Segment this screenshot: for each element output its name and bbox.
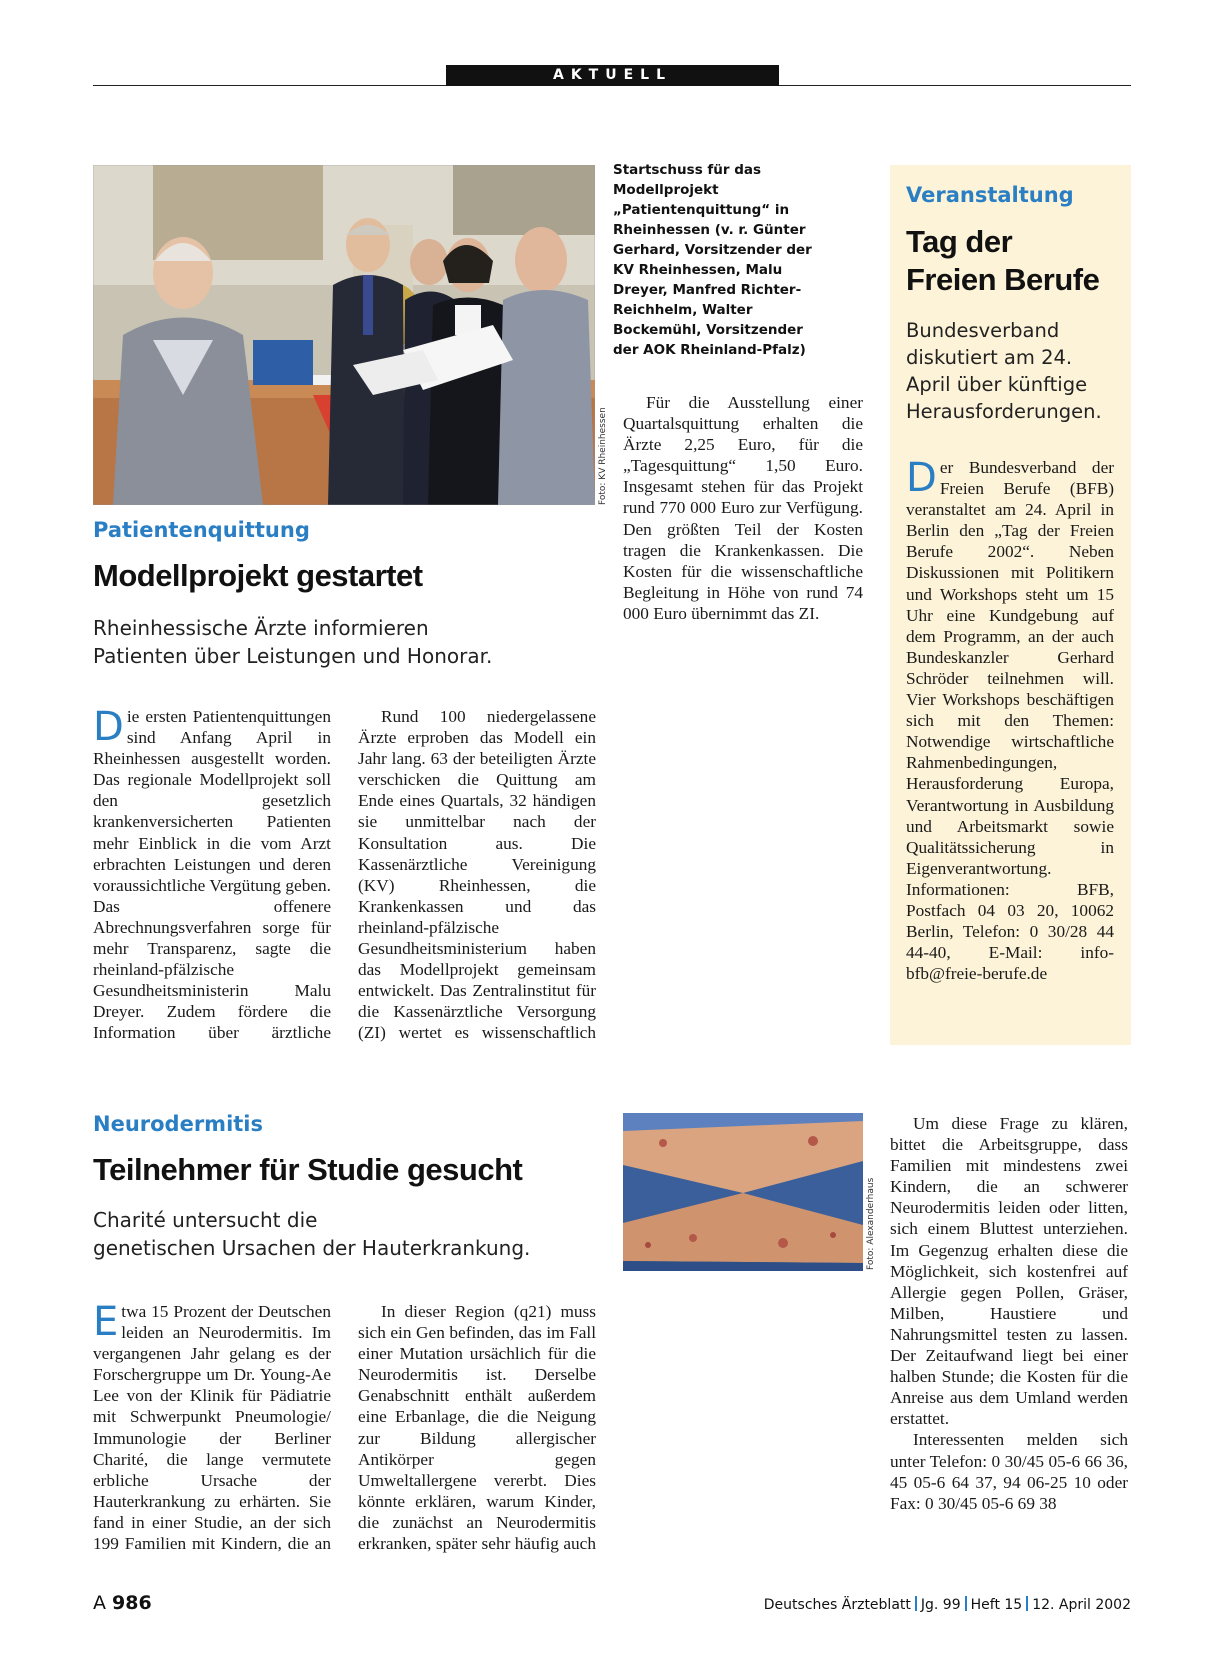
sidebar-body: [906, 457, 1114, 984]
photo-skin-image: [623, 1113, 863, 1271]
body-text: twa 15 Prozent der Deutschen leiden an Neurodermitis. Im vergangenen Jahr gelang es der Forschergruppe um Dr. Young-Ae Lee von der Klinik für Pädiatrie mit Schwerpunkt Pneumologie/ Immunologie der Berliner Charité, die lange vermutete erbliche Ursache der Hauterkrankung zu erhärten. Sie fand in einer Studie, an der sich 199 Familien mit Kindern, die an: [93, 1302, 331, 1553]
body-text: Rund 100 niedergelassene Ärzte erproben das Modell ein Jahr lang. 63 der beteiligten Ärzte verschicken die Quittung am Ende eines Quartals, 32 händigen sie unmittelbar nach der Konsultation aus. Die Kassenärztliche Vereinigung (KV) Rheinhessen, die Krankenkassen und das rheinland-pfälzische Gesundheitsministerium haben das Modellprojekt gemeinsam entwickelt. Das Zentralinstitut für die Kassenärztliche Versorgung (ZI) wertet es wissenschaftlich: [358, 707, 596, 1043]
journal-volume: Jg. 99: [920, 1597, 961, 1613]
kicker-patientenquittung: Patientenquittung: [93, 518, 310, 542]
separator: [965, 1596, 967, 1611]
page-prefix: A: [93, 1592, 106, 1614]
article2-column-3: [623, 1280, 863, 1553]
body-text: er Bundesverband der Freien Berufe (BFB) veranstaltet am 24. April in Berlin den „Tag der Freien Berufe 2002“. Neben Diskussionen mit Politikern und Workshops steht um 15 Uhr eine Kundgebung auf dem Programm, an der auch Bundeskanzler Gerhard Schröder teilnehmen will. Vier Workshops beschäftigen sich mit den Themen: Notwendige wirtschaftliche Rahmenbedingungen, Herausforderung Europa, Verantwortung in Ausbildung und Arbeitsmarkt sowie Qualitätssicherung in Eigenverantwortung. Informationen: BFB, Postfach 04 03 20, 10062 Berlin, Telefon: 0 30/28 44 44-40, E-Mail: info-bfb@freie-berufe.de: [906, 458, 1114, 984]
separator: [915, 1596, 917, 1611]
page-number-value: 986: [112, 1592, 152, 1614]
standfirst-line: genetischen Ursachen der Hauterkrankung.: [93, 1236, 531, 1260]
photo-group-image: [93, 165, 595, 505]
journal-info: [764, 1596, 1131, 1613]
article2-column-4: [890, 1113, 1128, 1553]
body-text: ie ersten Patientenquittungen sind Anfang April in Rheinhessen ausgestellt worden. Das regionale Modellprojekt soll den gesetzlich krankenversicherten Patienten mehr Einblick in die vom Arzt erbrachten Leistungen und deren voraussichtliche Vergütung geben. Das offenere Abrechnungsverfahren sorge für mehr Transparenz, sagte die rheinland-pfälzische Gesundheitsministerin Malu Dreyer. Zudem fördere die Information über ärztliche: [93, 707, 331, 1043]
article2-column-1: [93, 1301, 331, 1553]
article1-column-1: [93, 706, 331, 1044]
dropcap: E: [93, 1301, 119, 1345]
separator: [1026, 1596, 1028, 1611]
standfirst-line: Rheinhessische Ärzte informieren: [93, 616, 429, 640]
sidebar-veranstaltung: [890, 165, 1131, 1045]
sidebar-headline: [906, 223, 1099, 299]
dropcap: D: [906, 455, 937, 501]
body-text: In dieser Region (q21) muss sich ein Gen befinden, das im Fall einer Mutation ursächlich für die Neurodermitis ist. Derselbe Genabschnitt enthält außerdem eine Erbanlage, die die Neigung zur Bildung allergischer Antikörper gegen Umweltallergene vererbt. Dies könnte erklären, warum Kinder, die zunächst an Neurodermitis erkranken, später sehr häufig auch: [358, 1302, 596, 1553]
photo-caption: Startschuss für das Modellprojekt „Patientenquittung“ in Rheinhessen (v. r. Günter Gerhard, Vorsitzender der KV Rheinhessen, Malu Dreyer, Manfred Richter-Reichhelm, Walter Bockemühl, Vorsitzender der AOK Rheinland-Pfalz): [613, 162, 812, 358]
journal-issue: Heft 15: [970, 1597, 1023, 1613]
photo-credit-1: Foto: KV Rheinhessen: [598, 407, 608, 505]
headline-line: Tag der: [906, 224, 1013, 259]
sidebar-kicker: Veranstaltung: [906, 183, 1074, 207]
standfirst-article2: [93, 1206, 593, 1262]
journal-date: 12. April 2002: [1032, 1597, 1131, 1613]
journal-name: Deutsches Ärzteblatt: [763, 1597, 911, 1613]
article-photo-patientenquittung: [93, 165, 595, 505]
article2-column-2: [358, 1301, 596, 1553]
article-photo-neurodermitis: [623, 1113, 863, 1271]
article1-column-2: [358, 706, 596, 1044]
standfirst-line: Patienten über Leistungen und Honorar.: [93, 644, 493, 668]
body-text: Interessenten melden sich unter Telefon: 0 30/45 05-6 66 36, 45 05-6 64 37, 94 06-25 10 oder Fax: 0 30/45 05-6 69 38: [890, 1430, 1128, 1513]
headline-teilnehmer: Teilnehmer für Studie gesucht: [93, 1152, 523, 1187]
body-text: Für die Ausstellung einer Quartalsquittung erhalten die Ärzte 2,25 Euro, für die „Tagesquittung“ 1,50 Euro. Insgesamt stehen für das Projekt rund 770 000 Euro zur Verfügung. Den größten Teil der Kosten tragen die Krankenkassen. Die Kosten für die wissenschaftliche Begleitung in Höhe von rund 74 000 Euro übernimmt das ZI.: [623, 393, 863, 623]
kicker-neurodermitis: Neurodermitis: [93, 1112, 263, 1136]
headline-modellprojekt: Modellprojekt gestartet: [93, 558, 423, 593]
standfirst-article1: [93, 614, 553, 670]
section-label: AKTUELL: [446, 65, 779, 86]
headline-line: Freien Berufe: [906, 262, 1100, 297]
body-text: Um diese Frage zu klären, bittet die Arbeitsgruppe, dass Familien mit mindestens zwei Kindern, die an schwerer Neurodermitis leiden oder litten, sich einem Bluttest unterziehen. Im Gegenzug erhalten diese die Möglichkeit, sich kostenfrei auf Allergie gegen Pollen, Gräser, Milben, Haustiere und Nahrungsmittel testen zu lassen. Der Zeitaufwand liegt bei einer halben Stunde; die Kosten für die Anreise aus dem Umland werden erstattet.: [890, 1114, 1128, 1429]
dropcap: D: [93, 706, 124, 750]
article1-column-3: [623, 392, 863, 1044]
photo-credit-2: Foto: Alexanderhaus: [866, 1177, 876, 1270]
page-number: [93, 1592, 152, 1614]
sidebar-standfirst: Bundesverband diskutiert am 24. April über künftige Herausforderungen.: [906, 319, 1102, 423]
standfirst-line: Charité untersucht die: [93, 1208, 318, 1232]
